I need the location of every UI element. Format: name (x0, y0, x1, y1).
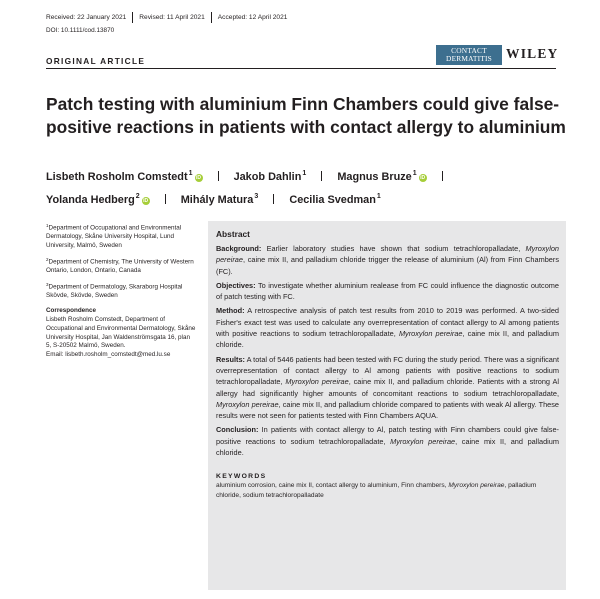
author-separator (321, 171, 322, 181)
abstract-text: A retrospective analysis of patch test results from 2010 to 2019 was performed. A two-sided Fisher's exact test was used to calculate any overrepresentation of contact allergy to Al among patients with positive reactions to sodium tetrachloropalladate, (216, 306, 559, 339)
correspondence-label: Correspondence (46, 307, 97, 315)
author-affiliation-number: 3 (254, 193, 259, 200)
article-type-label: ORIGINAL ARTICLE (46, 56, 146, 66)
journal-logo-line2: DERMATITIS (446, 54, 492, 64)
affiliation-number: 2 (46, 256, 49, 262)
affiliation (46, 222, 196, 251)
affiliation-text: Department of Chemistry, The University of Western Ontario, London, Ontario, Canada (46, 258, 194, 274)
method-label: Method: (216, 306, 245, 316)
orcid-icon[interactable]: iD (420, 175, 426, 181)
keywords-text: , palladium chloride, sodium tetrachloropalladate (216, 482, 537, 499)
keywords-list (216, 481, 559, 500)
author-separator (218, 171, 219, 181)
journal-logo[interactable] (436, 45, 502, 65)
abstract-text: A total of 5446 patients had been tested with FC during the study period. There was a significant overrepresentation of contact allergy to Al among patients with positive reactions to sodium tetrachloropalladate, (216, 354, 559, 387)
author-affiliation-number: 1 (376, 193, 381, 200)
abstract-text: Earlier laboratory studies have shown that sodium tetrachloropalladate, (261, 244, 526, 253)
author-separator (273, 194, 274, 204)
abstract-heading: Abstract (216, 229, 250, 239)
author-name: Jakob Dahlin (233, 171, 302, 183)
abstract-method (216, 305, 559, 350)
abstract-text: To investigate whether aluminium realease from FC could influence the diagnostic outcome of patch testing with FC. (216, 280, 559, 302)
abstract-text: In patients with contact allergy to Al, patch testing with Finn chambers could give false-positive reactions to sodium tetrachloropalladate, (216, 425, 559, 446)
conclusion-label: Conclusion: (216, 425, 259, 435)
correspondence-email[interactable]: Email: lisbeth.rosholm_comstedt@med.lu.se (46, 350, 171, 358)
author-name: Cecilia Svedman (289, 194, 376, 206)
abstract-background (216, 243, 559, 277)
author-name: Lisbeth Rosholm Comstedt (46, 171, 188, 183)
abstract-text: , caine mix II, and palladium chloride compared to patients with weak Al allergy. These results were not seen for patients tested with Finn Chambers AQUA. (216, 399, 559, 421)
keywords-text: aluminium corrosion, caine mix II, contact allergy to aluminium, Finn chambers, (216, 482, 449, 490)
author[interactable] (181, 194, 259, 206)
abstract-box (208, 221, 566, 590)
author[interactable] (337, 171, 426, 183)
species-name: Myroxylon pereirae (216, 244, 559, 265)
abstract-text: , caine mix II, and palladium chloride. Patients with a strong Al allergy had significantly higher amounts of concomitant reactions to sodium tetrachloropalladate, (216, 377, 559, 398)
objectives-label: Objectives: (216, 280, 256, 290)
author-name: Mihály Matura (180, 194, 254, 206)
author-line (46, 164, 566, 187)
abstract-text: , caine mix II, and palladium chloride trigger the release of aluminium (Al) from Finn Chambers (FC). (216, 255, 559, 276)
author-affiliation-number: 1 (412, 170, 417, 177)
revised-date: Revised: 11 April 2021 (139, 14, 205, 21)
date-divider (211, 12, 212, 23)
article-title: Patch testing with aluminium Finn Chambers could give false-positive reactions in patients with contact allergy to aluminium (46, 94, 566, 137)
orcid-icon[interactable]: iD (196, 175, 201, 181)
author-separator (442, 171, 443, 181)
species-name: Myroxylon pereirae (390, 436, 456, 446)
affiliation-text: Department of Dermatology, Skaraborg Hospital Skövde, Skövde, Sweden (46, 283, 183, 299)
affiliations (46, 222, 196, 360)
species-name: Myroxylon pereirae (216, 399, 279, 409)
species-name: Myroxylon pereirae (398, 329, 463, 339)
author-affiliation-number: 1 (302, 170, 307, 177)
species-name: Myroxylon pereirae (285, 377, 349, 387)
abstract-text: , caine mix II, and palladium chloride. (216, 436, 559, 458)
abstract-objectives (216, 280, 559, 303)
header-rule (46, 68, 556, 69)
date-divider (132, 12, 133, 23)
correspondence-address: Lisbeth Rosholm Comstedt, Department of Occupational and Environmental Dermatology, Skåne University Hospital, Jan Waldenströmsgata 16, plan 5, S-20502 Malmö, Sweden. (46, 316, 196, 350)
abstract-conclusion (216, 424, 559, 458)
author[interactable] (46, 194, 150, 206)
author-affiliation-number: 1 (188, 170, 193, 177)
author[interactable] (46, 171, 203, 183)
orcid-icon[interactable]: iD (143, 198, 149, 204)
received-date: Received: 22 January 2021 (46, 14, 127, 21)
species-name: Myroxylon pereirae (448, 482, 505, 490)
results-label: Results: (216, 354, 245, 364)
author-name: Magnus Bruze (337, 171, 412, 183)
abstract-results (216, 354, 559, 422)
affiliation-number: 1 (46, 223, 49, 228)
affiliation-text: Department of Occupational and Environmental Dermatology, Skåne University Hospital, Lund University, Malmö, Sweden (46, 224, 182, 249)
author[interactable] (289, 194, 380, 206)
affiliation-number: 3 (46, 281, 49, 287)
author-name: Yolanda Hedberg (46, 194, 135, 206)
keywords-label: KEYWORDS (216, 473, 267, 481)
author-line (46, 187, 566, 210)
affiliation (46, 281, 196, 301)
author[interactable] (234, 171, 307, 183)
accepted-date: Accepted: 12 April 2021 (217, 14, 288, 21)
abstract-text: , caine mix II, and palladium chloride. (216, 329, 559, 350)
author-affiliation-number: 2 (135, 193, 140, 200)
article-dates (46, 12, 287, 23)
background-label: Background: (216, 244, 262, 253)
publisher-logo[interactable]: WILEY (506, 46, 559, 61)
author-separator (165, 194, 166, 204)
journal-logo-line1: CONTACT (451, 45, 487, 55)
affiliation (46, 256, 196, 276)
author-list (46, 164, 566, 210)
doi-link[interactable]: DOI: 10.1111/cod.13870 (46, 27, 115, 34)
